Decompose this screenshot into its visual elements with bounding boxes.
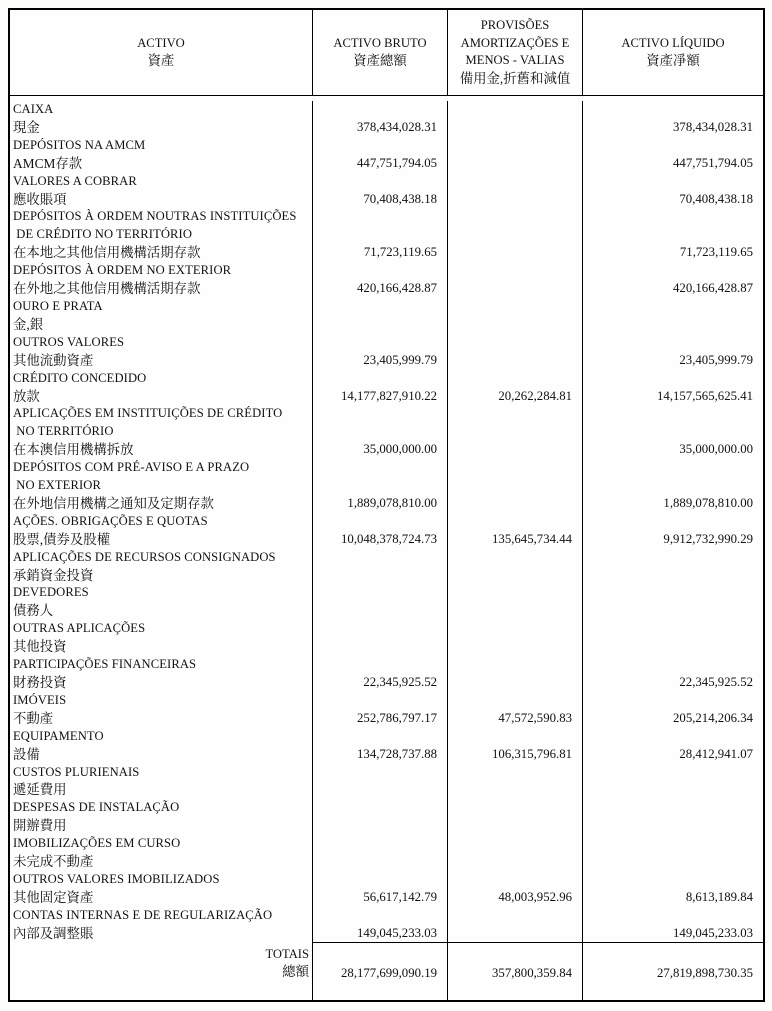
row-label-cell (10, 208, 312, 262)
table-row (10, 549, 763, 585)
row-label-cell (10, 173, 312, 209)
cell-provisoes (447, 173, 582, 209)
cell-liquido: 35,000,000.00 (582, 405, 763, 459)
cell-bruto: 71,723,119.65 (312, 208, 447, 262)
header-col-provisoes (447, 10, 582, 95)
row-label-cell (10, 262, 312, 298)
header-bruto-pt: ACTIVO BRUTO (333, 35, 427, 50)
cell-bruto: 447,751,794.05 (312, 137, 447, 173)
table-row (10, 871, 763, 907)
header-provisoes-line2: AMORTIZAÇÕES E (460, 35, 570, 50)
row-label-pt: DESPESAS DE INSTALAÇÃO (13, 800, 180, 815)
row-label-pt: PARTICIPAÇÕES FINANCEIRAS (13, 657, 197, 672)
row-label-cell (10, 656, 312, 692)
row-label-zh: 放款 (13, 388, 40, 404)
row-label-pt-lines (13, 692, 312, 710)
cell-provisoes: 135,645,734.44 (447, 513, 582, 549)
table-row (10, 208, 763, 262)
table-row (10, 692, 763, 728)
table-row (10, 907, 763, 943)
row-label-cell (10, 298, 312, 334)
table-row (10, 334, 763, 370)
row-label-pt: AÇÕES. OBRIGAÇÕES E QUOTAS (13, 513, 208, 528)
row-label-pt-lines (13, 262, 312, 280)
row-label-zh: 現金 (13, 119, 40, 135)
cell-liquido: 28,412,941.07 (582, 728, 763, 764)
cell-bruto: 134,728,737.88 (312, 728, 447, 764)
row-label-pt: DEPÓSITOS COM PRÉ-AVISO E A PRAZO (13, 460, 250, 475)
cell-liquido (582, 799, 763, 835)
header-activo-pt: ACTIVO (137, 35, 185, 50)
cell-liquido: 1,889,078,810.00 (582, 459, 763, 513)
row-label-pt: EQUIPAMENTO (13, 728, 104, 743)
row-label-pt: CONTAS INTERNAS E DE REGULARIZAÇÃO (13, 907, 273, 922)
row-label-pt: APLICAÇÕES DE RECURSOS CONSIGNADOS (13, 549, 276, 564)
cell-liquido: 447,751,794.05 (582, 137, 763, 173)
cell-bruto: 23,405,999.79 (312, 334, 447, 370)
row-label-pt: DEVEDORES (13, 585, 89, 600)
cell-bruto: 149,045,233.03 (312, 907, 447, 943)
header-provisoes-zh: 備用金,折舊和減值 (459, 70, 571, 86)
table-row (10, 298, 763, 334)
cell-provisoes (447, 656, 582, 692)
row-label-zh: 其他固定資產 (13, 889, 94, 905)
row-label-pt: OUTRAS APLICAÇÕES (13, 621, 146, 636)
row-label-zh: AMCM存款 (13, 155, 83, 171)
row-label-cell (10, 620, 312, 656)
header-col-activo-bruto (312, 10, 447, 95)
totals-label-zh: 總額 (282, 964, 309, 979)
header-bruto-zh: 資產總額 (353, 53, 407, 69)
row-label-zh: 在外地之其他信用機構活期存款 (13, 281, 201, 297)
row-label-zh: 金,銀 (13, 316, 44, 332)
table-row (10, 799, 763, 835)
cell-provisoes (447, 764, 582, 800)
cell-provisoes: 47,572,590.83 (447, 692, 582, 728)
cell-provisoes (447, 549, 582, 585)
totals-bruto: 28,177,699,090.19 (312, 942, 447, 1001)
cell-bruto: 35,000,000.00 (312, 405, 447, 459)
row-label-cell (10, 137, 312, 173)
table-row (10, 656, 763, 692)
row-label-zh: 其他流動資產 (13, 352, 94, 368)
cell-bruto (312, 835, 447, 871)
row-label-pt-lines (13, 907, 312, 925)
cell-liquido: 9,912,732,990.29 (582, 513, 763, 549)
row-label-pt: APLICAÇÕES EM INSTITUIÇÕES DE CRÉDITO (13, 406, 283, 421)
row-label-cell (10, 101, 312, 137)
cell-liquido: 22,345,925.52 (582, 656, 763, 692)
row-label-pt-lines (13, 370, 312, 388)
row-label-zh: 應收賬項 (13, 191, 67, 207)
row-label-pt: DEPÓSITOS À ORDEM NO EXTERIOR (13, 263, 232, 278)
table-row (10, 405, 763, 459)
row-label-pt-lines (13, 871, 312, 889)
cell-liquido: 378,434,028.31 (582, 101, 763, 137)
row-label-pt-lines (13, 298, 312, 316)
row-label-zh: 承銷資金投資 (13, 567, 94, 583)
header-liquido-zh: 資產凈額 (646, 53, 700, 69)
cell-provisoes (447, 799, 582, 835)
row-label-zh: 遞延費用 (13, 782, 67, 798)
row-label-pt: OUTROS VALORES IMOBILIZADOS (13, 871, 220, 886)
table-body (10, 96, 763, 942)
row-label-cell (10, 764, 312, 800)
totals-label-pt: TOTAIS (265, 947, 309, 961)
cell-liquido (582, 298, 763, 334)
row-label-pt: IMOBILIZAÇÕES EM CURSO (13, 836, 181, 851)
table-header-row (10, 10, 763, 96)
cell-bruto: 1,889,078,810.00 (312, 459, 447, 513)
row-label-cell (10, 692, 312, 728)
row-label-pt-lines (13, 101, 312, 119)
cell-provisoes: 20,262,284.81 (447, 370, 582, 406)
row-label-pt-lines (13, 799, 312, 817)
row-label-pt: IMÓVEIS (13, 692, 67, 707)
row-label-zh: 在外地信用機構之通知及定期存款 (13, 495, 214, 511)
cell-liquido: 205,214,206.34 (582, 692, 763, 728)
cell-liquido (582, 835, 763, 871)
cell-provisoes (447, 907, 582, 943)
cell-liquido (582, 549, 763, 585)
row-label-cell (10, 549, 312, 585)
row-label-cell (10, 584, 312, 620)
cell-provisoes (447, 262, 582, 298)
row-label-pt-lines (13, 405, 312, 441)
cell-bruto (312, 584, 447, 620)
row-label-pt-lines (13, 728, 312, 746)
row-label-zh: 不動產 (13, 710, 54, 726)
header-provisoes-line3: MENOS - VALIAS (465, 53, 565, 68)
row-label-cell (10, 728, 312, 764)
table-row (10, 262, 763, 298)
cell-bruto (312, 298, 447, 334)
cell-liquido (582, 764, 763, 800)
totals-liquido: 27,819,898,730.35 (582, 942, 763, 1001)
row-label-zh: 其他投資 (13, 639, 67, 655)
row-label-pt-lines (13, 764, 312, 782)
cell-bruto: 420,166,428.87 (312, 262, 447, 298)
row-label-pt: OURO E PRATA (13, 298, 103, 313)
cell-provisoes (447, 459, 582, 513)
cell-provisoes (447, 208, 582, 262)
cell-bruto: 70,408,438.18 (312, 173, 447, 209)
row-label-cell (10, 907, 312, 943)
row-label-cell (10, 835, 312, 871)
cell-bruto: 56,617,142.79 (312, 871, 447, 907)
row-label-pt: CAIXA (13, 102, 54, 116)
row-label-pt: CRÉDITO CONCEDIDO (13, 370, 147, 385)
row-label-pt-lines (13, 584, 312, 602)
totals-row (10, 942, 763, 1001)
cell-bruto (312, 764, 447, 800)
table-row (10, 173, 763, 209)
row-label-zh: 開辦費用 (13, 818, 67, 834)
cell-provisoes (447, 298, 582, 334)
row-label-pt-lines (13, 620, 312, 638)
row-label-zh: 在本地之其他信用機構活期存款 (13, 245, 201, 261)
row-label-zh: 在本澳信用機構拆放 (13, 442, 134, 458)
cell-provisoes (447, 405, 582, 459)
row-label-pt: DEPÓSITOS NA AMCM (13, 137, 146, 152)
row-label-pt-lines (13, 459, 312, 495)
cell-provisoes (447, 137, 582, 173)
totals-provisoes: 357,800,359.84 (447, 942, 582, 1001)
row-label-zh: 股票,債券及股權 (13, 531, 111, 547)
table-row (10, 370, 763, 406)
row-label-pt-lines (13, 656, 312, 674)
row-label-cell (10, 334, 312, 370)
row-label-pt: DE CRÉDITO NO TERRITÓRIO (13, 227, 193, 242)
header-provisoes-line1: PROVISÕES (480, 18, 550, 33)
table-row (10, 620, 763, 656)
cell-bruto: 252,786,797.17 (312, 692, 447, 728)
row-label-zh: 未完成不動產 (13, 854, 94, 870)
table-row (10, 764, 763, 800)
cell-provisoes: 48,003,952.96 (447, 871, 582, 907)
row-label-pt: OUTROS VALORES (13, 334, 125, 349)
row-label-pt-lines (13, 208, 312, 244)
cell-liquido: 8,613,189.84 (582, 871, 763, 907)
cell-liquido: 23,405,999.79 (582, 334, 763, 370)
cell-bruto: 22,345,925.52 (312, 656, 447, 692)
cell-bruto: 378,434,028.31 (312, 101, 447, 137)
cell-provisoes (447, 835, 582, 871)
table-row (10, 513, 763, 549)
table-row (10, 101, 763, 137)
row-label-pt-lines (13, 513, 312, 531)
cell-liquido (582, 620, 763, 656)
table-row (10, 835, 763, 871)
header-activo-zh: 資產 (147, 53, 175, 69)
header-col-activo (10, 10, 312, 95)
row-label-pt: NO EXTERIOR (13, 478, 101, 493)
row-label-pt: CUSTOS PLURIENAIS (13, 764, 140, 779)
row-label-pt: NO TERRITÓRIO (13, 424, 114, 439)
row-label-cell (10, 405, 312, 459)
row-label-cell (10, 370, 312, 406)
cell-provisoes (447, 584, 582, 620)
cell-bruto: 10,048,378,724.73 (312, 513, 447, 549)
cell-provisoes: 106,315,796.81 (447, 728, 582, 764)
row-label-zh: 內部及調整賬 (13, 925, 94, 941)
cell-liquido: 70,408,438.18 (582, 173, 763, 209)
row-label-pt: DEPÓSITOS À ORDEM NOUTRAS INSTITUIÇÕES (13, 209, 297, 224)
row-label-pt-lines (13, 835, 312, 853)
row-label-zh: 債務人 (13, 603, 54, 619)
table-row (10, 584, 763, 620)
table-row (10, 459, 763, 513)
table-row (10, 728, 763, 764)
assets-table (8, 8, 765, 1002)
row-label-cell (10, 459, 312, 513)
cell-bruto (312, 799, 447, 835)
row-label-pt-lines (13, 334, 312, 352)
row-label-cell (10, 513, 312, 549)
cell-liquido: 149,045,233.03 (582, 907, 763, 943)
cell-liquido: 14,157,565,625.41 (582, 370, 763, 406)
row-label-pt-lines (13, 549, 312, 567)
cell-bruto (312, 549, 447, 585)
header-col-activo-liquido (582, 10, 763, 95)
row-label-zh: 設備 (13, 746, 40, 762)
cell-provisoes (447, 101, 582, 137)
cell-liquido (582, 584, 763, 620)
cell-liquido: 71,723,119.65 (582, 208, 763, 262)
header-liquido-pt: ACTIVO LÍQUIDO (621, 35, 725, 50)
cell-provisoes (447, 334, 582, 370)
row-label-pt-lines (13, 173, 312, 191)
cell-bruto (312, 620, 447, 656)
cell-provisoes (447, 620, 582, 656)
row-label-pt: VALORES A COBRAR (13, 173, 137, 188)
row-label-pt-lines (13, 137, 312, 155)
row-label-cell (10, 799, 312, 835)
cell-liquido: 420,166,428.87 (582, 262, 763, 298)
totals-label-cell (10, 942, 312, 1001)
row-label-cell (10, 871, 312, 907)
cell-bruto: 14,177,827,910.22 (312, 370, 447, 406)
table-row (10, 137, 763, 173)
row-label-zh: 財務投資 (13, 675, 67, 690)
